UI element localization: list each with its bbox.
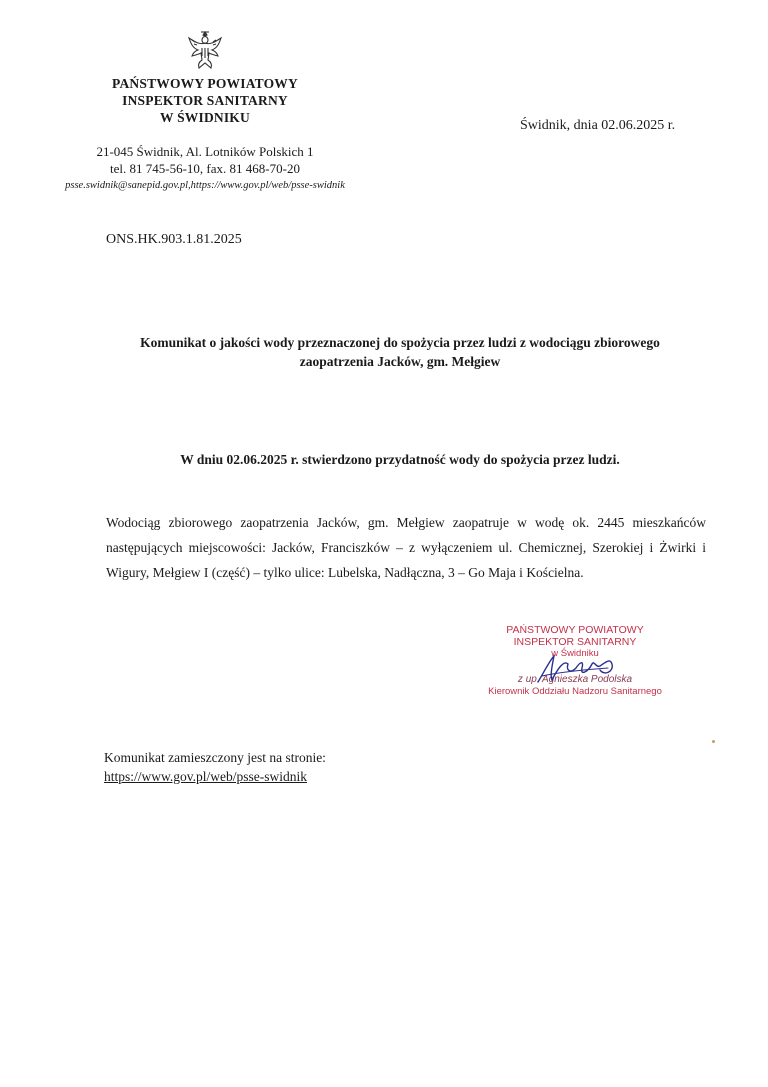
publication-note [104,748,326,786]
stamp-line-3: w Świdniku [551,648,599,659]
case-number: ONS.HK.903.1.81.2025 [106,232,242,247]
title-line-1: Komunikat o jakości wody przeznaczonej do spożycia przez ludzi z wodociągu zbiorowego [140,335,660,350]
publication-note-text: Komunikat zamieszczony jest na stronie: [104,750,326,765]
issuer-line-3: W ŚWIDNIKU [160,110,250,125]
address-block [40,143,370,194]
title-line-2: zaopatrzenia Jacków, gm. Mełgiew [299,354,501,369]
stamp-position: Kierownik Oddziału Nadzoru Sanitarnego [488,686,662,697]
water-quality-finding: W dniu 02.06.2025 r. stwierdzono przydatność wody do spożycia przez ludzi. [180,452,620,467]
document-title [100,333,700,371]
issuer-line-1: PAŃSTWOWY POWIATOWY [112,76,298,91]
stamp-line-1: PAŃSTWOWY POWIATOWY [506,624,644,636]
handwritten-signature [530,650,630,690]
email-and-website: psse.swidnik@sanepid.gov.pl,https://www.gov.pl/web/psse-swidnik [65,180,345,191]
scan-speck [712,740,715,743]
website-link[interactable]: https://www.gov.pl/web/psse-swidnik [104,769,307,784]
stamp-signatory: z up. Agnieszka Podolska [517,674,633,685]
issuer-line-2: INSPEKTOR SANITARNY [122,93,288,108]
place-and-date: Świdnik, dnia 02.06.2025 r. [520,118,676,133]
phone-fax: tel. 81 745-56-10, fax. 81 468-70-20 [110,161,300,176]
issuer-header [100,75,310,126]
body-paragraph: Wodociąg zbiorowego zaopatrzenia Jacków, gm. Mełgiew zaopatruje w wodę ok. 2445 mieszkańców następujących miejscowości: Jacków, Franciszków – z wyłączeniem ul. Chemicznej, Szerokiej i Żwirki i Wigury, Mełgiew I (część) – tylko ulice: Lubelska, Nadłączna, 3 – Go Maja i Kościelna. [106,515,706,580]
stamp-line-2: INSPEKTOR SANITARNY [513,636,637,648]
street-address: 21-045 Świdnik, Al. Lotników Polskich 1 [96,144,314,159]
polish-eagle-emblem-icon [186,28,224,72]
